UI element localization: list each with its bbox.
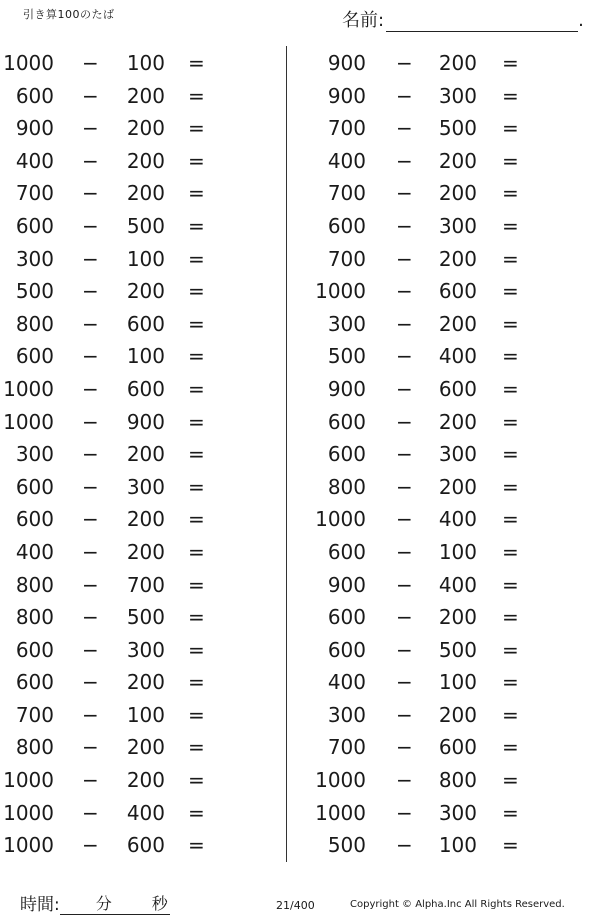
minuend: 400: [327, 670, 366, 695]
equals-sign: =: [188, 51, 205, 75]
subtrahend: 900: [126, 409, 165, 434]
minus-sign: −: [396, 670, 413, 695]
page-number: 21/400: [276, 899, 315, 912]
equals-sign: =: [502, 474, 519, 499]
name-end-mark: .: [578, 10, 584, 31]
problem-row: [0, 373, 280, 406]
subtrahend: 400: [438, 344, 477, 369]
subtrahend: 100: [126, 344, 165, 369]
subtrahend: 700: [126, 572, 165, 597]
minuend: 900: [15, 116, 54, 141]
minus-sign: −: [396, 344, 413, 369]
equals-sign: =: [502, 344, 519, 369]
problem-row: [0, 177, 280, 210]
equals-sign: =: [502, 507, 519, 532]
problem-row: [312, 829, 592, 862]
minus-sign: −: [82, 116, 99, 141]
minuend: 400: [15, 539, 54, 564]
minus-sign: −: [82, 637, 99, 662]
minus-sign: −: [82, 702, 99, 727]
minuend: 700: [327, 181, 366, 206]
problems-left-column: [0, 47, 280, 862]
minuend: 1000: [3, 409, 54, 434]
problem-row: [312, 47, 592, 80]
minutes-label: 分: [95, 894, 112, 913]
problem-row: [0, 569, 280, 602]
equals-sign: =: [502, 442, 519, 467]
equals-sign: =: [502, 833, 519, 858]
problem-row: [312, 210, 592, 243]
minus-sign: −: [82, 279, 99, 304]
subtrahend: 200: [126, 116, 165, 141]
subtrahend: 300: [126, 637, 165, 662]
minus-sign: −: [396, 279, 413, 304]
problem-row: [0, 275, 280, 308]
subtrahend: 500: [126, 213, 165, 238]
problem-row: [0, 764, 280, 797]
equals-sign: =: [188, 344, 205, 369]
subtrahend: 200: [438, 605, 477, 630]
minus-sign: −: [82, 507, 99, 532]
equals-sign: =: [188, 702, 205, 727]
subtrahend: 100: [126, 702, 165, 727]
minus-sign: −: [396, 507, 413, 532]
problem-row: [312, 308, 592, 341]
subtrahend: 100: [438, 833, 477, 858]
subtrahend: 200: [126, 181, 165, 206]
problem-row: [0, 699, 280, 732]
minus-sign: −: [396, 181, 413, 206]
equals-sign: =: [502, 279, 519, 304]
minuend: 600: [327, 409, 366, 434]
minus-sign: −: [82, 833, 99, 858]
problem-row: [312, 601, 592, 634]
minuend: 1000: [3, 51, 54, 75]
subtrahend: 200: [438, 311, 477, 336]
equals-sign: =: [188, 148, 205, 173]
subtrahend: 200: [438, 702, 477, 727]
problem-row: [312, 764, 592, 797]
problem-row: [0, 536, 280, 569]
minus-sign: −: [82, 768, 99, 793]
equals-sign: =: [502, 572, 519, 597]
problem-row: [0, 112, 280, 145]
minus-sign: −: [396, 702, 413, 727]
equals-sign: =: [502, 539, 519, 564]
equals-sign: =: [188, 735, 205, 760]
subtrahend: 300: [438, 442, 477, 467]
problem-row: [312, 340, 592, 373]
minuend: 800: [15, 605, 54, 630]
subtrahend: 200: [438, 409, 477, 434]
minus-sign: −: [396, 116, 413, 141]
subtrahend: 200: [126, 507, 165, 532]
equals-sign: =: [188, 181, 205, 206]
minuend: 300: [327, 702, 366, 727]
equals-sign: =: [188, 213, 205, 238]
minuend: 300: [15, 246, 54, 271]
minuend: 1000: [315, 768, 366, 793]
time-label: 時間:: [20, 895, 60, 915]
minus-sign: −: [82, 605, 99, 630]
minus-sign: −: [82, 670, 99, 695]
equals-sign: =: [502, 800, 519, 825]
equals-sign: =: [502, 409, 519, 434]
minuend: 800: [327, 474, 366, 499]
equals-sign: =: [188, 605, 205, 630]
minus-sign: −: [82, 246, 99, 271]
problem-row: [312, 438, 592, 471]
problem-row: [0, 471, 280, 504]
problem-row: [312, 406, 592, 439]
subtrahend: 400: [438, 507, 477, 532]
problem-row: [0, 829, 280, 862]
equals-sign: =: [188, 376, 205, 401]
problem-row: [0, 406, 280, 439]
equals-sign: =: [188, 311, 205, 336]
problem-row: [312, 699, 592, 732]
subtrahend: 500: [126, 605, 165, 630]
minuend: 400: [15, 148, 54, 173]
equals-sign: =: [188, 474, 205, 499]
minuend: 1000: [3, 833, 54, 858]
minuend: 800: [15, 311, 54, 336]
minus-sign: −: [396, 148, 413, 173]
problem-row: [312, 145, 592, 178]
problem-row: [312, 275, 592, 308]
minus-sign: −: [82, 539, 99, 564]
problem-row: [0, 438, 280, 471]
minus-sign: −: [82, 181, 99, 206]
equals-sign: =: [188, 409, 205, 434]
subtrahend: 400: [438, 572, 477, 597]
equals-sign: =: [502, 116, 519, 141]
time-record: [20, 890, 170, 915]
subtrahend: 600: [126, 833, 165, 858]
minuend: 700: [15, 181, 54, 206]
subtrahend: 100: [126, 246, 165, 271]
minuend: 300: [327, 311, 366, 336]
problem-row: [0, 601, 280, 634]
equals-sign: =: [502, 376, 519, 401]
problem-row: [312, 243, 592, 276]
equals-sign: =: [502, 702, 519, 727]
subtrahend: 100: [438, 539, 477, 564]
problem-row: [312, 80, 592, 113]
equals-sign: =: [188, 572, 205, 597]
minus-sign: −: [82, 800, 99, 825]
minus-sign: −: [396, 474, 413, 499]
subtrahend: 300: [438, 800, 477, 825]
equals-sign: =: [188, 637, 205, 662]
minus-sign: −: [396, 213, 413, 238]
minuend: 1000: [3, 376, 54, 401]
seconds-label: 秒: [151, 894, 168, 913]
equals-sign: =: [502, 637, 519, 662]
minuend: 500: [15, 279, 54, 304]
minus-sign: −: [396, 311, 413, 336]
equals-sign: =: [502, 311, 519, 336]
minus-sign: −: [82, 409, 99, 434]
minuend: 600: [15, 83, 54, 108]
minuend: 600: [15, 637, 54, 662]
problem-row: [0, 308, 280, 341]
problem-row: [312, 112, 592, 145]
minuend: 1000: [315, 507, 366, 532]
equals-sign: =: [188, 83, 205, 108]
subtrahend: 200: [126, 148, 165, 173]
problem-row: [312, 471, 592, 504]
problem-row: [0, 210, 280, 243]
minuend: 500: [327, 344, 366, 369]
subtrahend: 200: [438, 246, 477, 271]
equals-sign: =: [188, 800, 205, 825]
subtrahend: 200: [126, 670, 165, 695]
subtrahend: 500: [438, 637, 477, 662]
equals-sign: =: [502, 83, 519, 108]
minuend: 800: [15, 572, 54, 597]
equals-sign: =: [188, 279, 205, 304]
problems-right-column: [312, 47, 592, 862]
subtrahend: 400: [126, 800, 165, 825]
problem-row: [0, 340, 280, 373]
equals-sign: =: [502, 51, 519, 75]
minus-sign: −: [396, 833, 413, 858]
subtrahend: 600: [126, 311, 165, 336]
minus-sign: −: [82, 442, 99, 467]
minuend: 600: [327, 605, 366, 630]
copyright-notice: Copyright © Alpha.Inc All Rights Reserved.: [350, 899, 565, 910]
problem-row: [312, 373, 592, 406]
minuend: 600: [15, 474, 54, 499]
minuend: 600: [15, 213, 54, 238]
minuend: 1000: [3, 800, 54, 825]
subtrahend: 500: [438, 116, 477, 141]
minus-sign: −: [396, 637, 413, 662]
minus-sign: −: [396, 442, 413, 467]
problem-row: [312, 666, 592, 699]
subtrahend: 600: [438, 279, 477, 304]
problem-row: [312, 536, 592, 569]
minuend: 500: [327, 833, 366, 858]
minus-sign: −: [82, 213, 99, 238]
name-field: [342, 6, 584, 32]
equals-sign: =: [188, 768, 205, 793]
subtrahend: 200: [438, 51, 477, 75]
minuend: 700: [327, 735, 366, 760]
equals-sign: =: [188, 246, 205, 271]
minuend: 400: [327, 148, 366, 173]
problem-row: [312, 177, 592, 210]
minuend: 1000: [315, 800, 366, 825]
subtrahend: 200: [126, 735, 165, 760]
problem-row: [312, 503, 592, 536]
name-blank-line[interactable]: [386, 13, 578, 32]
equals-sign: =: [502, 605, 519, 630]
equals-sign: =: [188, 116, 205, 141]
minuend: 900: [327, 83, 366, 108]
minuend: 600: [15, 670, 54, 695]
minus-sign: −: [396, 246, 413, 271]
minuend: 700: [327, 246, 366, 271]
equals-sign: =: [188, 539, 205, 564]
subtrahend: 600: [438, 376, 477, 401]
minus-sign: −: [82, 51, 99, 75]
minus-sign: −: [82, 148, 99, 173]
subtrahend: 200: [438, 474, 477, 499]
problem-row: [0, 80, 280, 113]
subtrahend: 300: [126, 474, 165, 499]
minuend: 900: [327, 572, 366, 597]
column-divider: [286, 46, 287, 862]
subtrahend: 200: [126, 768, 165, 793]
minuend: 600: [327, 637, 366, 662]
subtrahend: 200: [438, 148, 477, 173]
subtrahend: 100: [438, 670, 477, 695]
equals-sign: =: [502, 768, 519, 793]
minus-sign: −: [82, 83, 99, 108]
minuend: 600: [327, 442, 366, 467]
equals-sign: =: [188, 833, 205, 858]
minus-sign: −: [396, 539, 413, 564]
equals-sign: =: [188, 507, 205, 532]
problem-row: [0, 243, 280, 276]
minuend: 700: [327, 116, 366, 141]
problem-row: [0, 666, 280, 699]
problem-row: [312, 634, 592, 667]
problem-row: [0, 797, 280, 830]
name-label: 名前:: [342, 10, 385, 31]
minuend: 900: [327, 51, 366, 75]
equals-sign: =: [502, 148, 519, 173]
time-blank-line[interactable]: [60, 894, 170, 915]
subtrahend: 800: [438, 768, 477, 793]
minus-sign: −: [82, 311, 99, 336]
minuend: 600: [15, 344, 54, 369]
subtrahend: 300: [438, 213, 477, 238]
subtrahend: 200: [126, 539, 165, 564]
minus-sign: −: [396, 735, 413, 760]
problem-row: [0, 731, 280, 764]
minus-sign: −: [82, 572, 99, 597]
worksheet-title: 引き算100のたば: [23, 8, 115, 21]
equals-sign: =: [502, 181, 519, 206]
equals-sign: =: [502, 735, 519, 760]
minuend: 700: [15, 702, 54, 727]
problem-row: [0, 634, 280, 667]
minuend: 800: [15, 735, 54, 760]
minuend: 600: [327, 213, 366, 238]
equals-sign: =: [188, 442, 205, 467]
minus-sign: −: [396, 605, 413, 630]
minus-sign: −: [82, 376, 99, 401]
equals-sign: =: [502, 213, 519, 238]
problem-row: [312, 731, 592, 764]
minus-sign: −: [82, 344, 99, 369]
equals-sign: =: [502, 246, 519, 271]
subtrahend: 200: [438, 181, 477, 206]
minus-sign: −: [396, 572, 413, 597]
problem-row: [0, 503, 280, 536]
minus-sign: −: [396, 409, 413, 434]
problem-row: [312, 797, 592, 830]
subtrahend: 100: [126, 51, 165, 75]
minuend: 1000: [3, 768, 54, 793]
minuend: 300: [15, 442, 54, 467]
problem-row: [0, 145, 280, 178]
minuend: 600: [15, 507, 54, 532]
minus-sign: −: [82, 735, 99, 760]
equals-sign: =: [188, 670, 205, 695]
subtrahend: 200: [126, 442, 165, 467]
minuend: 1000: [315, 279, 366, 304]
subtrahend: 600: [438, 735, 477, 760]
minus-sign: −: [396, 83, 413, 108]
minus-sign: −: [82, 474, 99, 499]
minuend: 900: [327, 376, 366, 401]
subtrahend: 200: [126, 83, 165, 108]
subtrahend: 300: [438, 83, 477, 108]
minus-sign: −: [396, 51, 413, 75]
equals-sign: =: [502, 670, 519, 695]
subtrahend: 200: [126, 279, 165, 304]
minus-sign: −: [396, 768, 413, 793]
subtrahend: 600: [126, 376, 165, 401]
problem-row: [312, 569, 592, 602]
problem-row: [0, 47, 280, 80]
minuend: 600: [327, 539, 366, 564]
minus-sign: −: [396, 800, 413, 825]
minus-sign: −: [396, 376, 413, 401]
